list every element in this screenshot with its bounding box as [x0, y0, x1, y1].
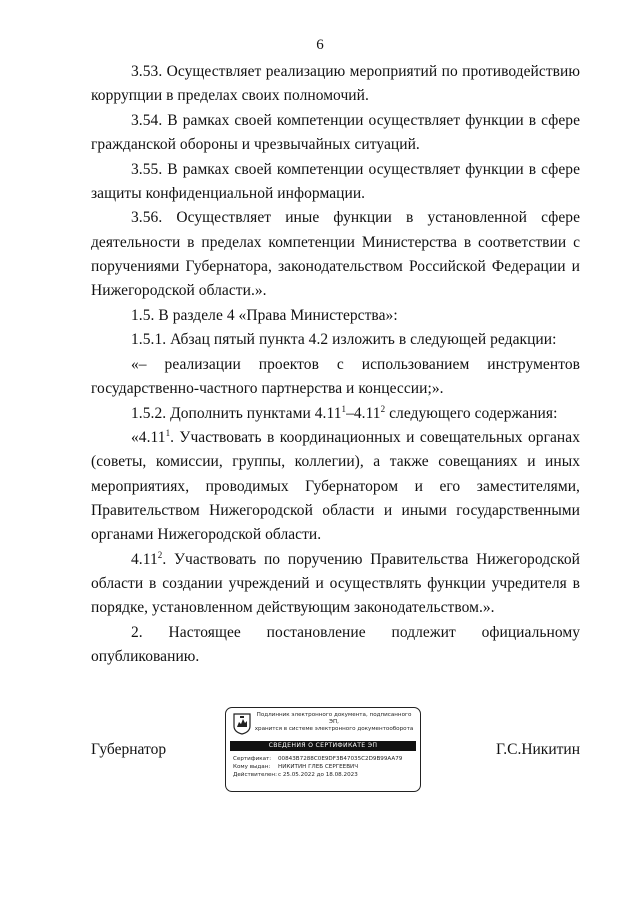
- paragraph-2: 2. Настоящее постановление подлежит официальному опубликованию.: [91, 623, 580, 665]
- paragraph-1-5-1-quote: «– реализации проектов с использованием инструментов государственно-частного партнерства и концессии;».: [91, 355, 580, 397]
- superscript: 2: [380, 403, 386, 414]
- stamp-header-line: Подлинник электронного документа, подписанного ЭП,: [256, 712, 412, 725]
- paragraph-4-11-2: [91, 548, 580, 621]
- issued-to-label: Кому выдан:: [233, 764, 271, 770]
- issued-to-row: [233, 763, 417, 771]
- stamp-title-bar: СВЕДЕНИЯ О СЕРТИФИКАТЕ ЭП: [230, 741, 416, 751]
- superscript: 1: [165, 428, 171, 439]
- signatory-name: Г.С.Никитин: [496, 741, 580, 758]
- text-segment: . Участвовать в координационных и совещательных органах (советы, комиссии, группы, коллегии), а также совещаниях и иных мероприятиях, проводимых Губернатором и его заместителями, Правительством Нижегородской области и иными государственными органами Нижегородской области.: [91, 429, 580, 543]
- coat-of-arms-icon: [233, 713, 251, 735]
- stamp-header-text: [254, 712, 414, 733]
- electronic-signature-stamp: [225, 707, 421, 792]
- validity-value: с 25.05.2022 до 18.08.2023: [278, 772, 358, 778]
- paragraph-1-5: 1.5. В разделе 4 «Права Министерства»:: [131, 306, 398, 324]
- paragraph-1-5-1: 1.5.1. Абзац пятый пункта 4.2 изложить в следующей редакции:: [131, 331, 557, 349]
- validity-row: [233, 771, 417, 779]
- issued-to-value: НИКИТИН ГЛЕБ СЕРГЕЕВИЧ: [278, 764, 359, 770]
- text-segment: 1.5.2. Дополнить пунктами 4.11: [131, 404, 342, 422]
- paragraph-3-56: 3.56. Осуществляет иные функции в установленной сфере деятельности в пределах компетенции Министерства в соответствии с поручениями Губернатора, законодательством Российской Федерации и Нижегородской области.».: [91, 209, 580, 299]
- text-segment: «4.11: [131, 429, 166, 447]
- paragraph-3-54: 3.54. В рамках своей компетенции осуществляет функции в сфере гражданской обороны и чрезвычайных ситуаций.: [91, 111, 580, 153]
- validity-label: Действителен:: [233, 772, 277, 778]
- page-number: 6: [316, 37, 324, 53]
- paragraph-3-55: 3.55. В рамках своей компетенции осуществляет функции в сфере защиты конфиденциальной информации.: [91, 160, 580, 202]
- paragraph-4-11-1: [91, 426, 580, 547]
- stamp-header-line: хранится в системе электронного документооборота: [254, 726, 414, 732]
- stamp-details: [233, 755, 417, 779]
- paragraph-1-5-2: [91, 402, 580, 426]
- superscript: 1: [341, 403, 347, 414]
- text-segment: . Участвовать по поручению Правительства Нижегородской области в создании учреждений и осуществлять функции учредителя в порядке, установленном действующим законодательством.».: [91, 550, 580, 616]
- text-segment: 4.11: [131, 550, 158, 568]
- certificate-row: [233, 755, 417, 763]
- certificate-label: Сертификат:: [233, 756, 272, 762]
- document-body: [91, 60, 580, 669]
- superscript: 2: [157, 549, 163, 560]
- signatory-position: Губернатор: [91, 741, 167, 758]
- text-segment: следующего содержания:: [385, 404, 558, 422]
- certificate-value: 00843B7288C0E9DF3B47035C2D9B99AA79: [278, 756, 403, 762]
- text-segment: –4.11: [346, 404, 381, 422]
- paragraph-3-53: 3.53. Осуществляет реализацию мероприятий по противодействию коррупции в пределах своих полномочий.: [91, 63, 580, 105]
